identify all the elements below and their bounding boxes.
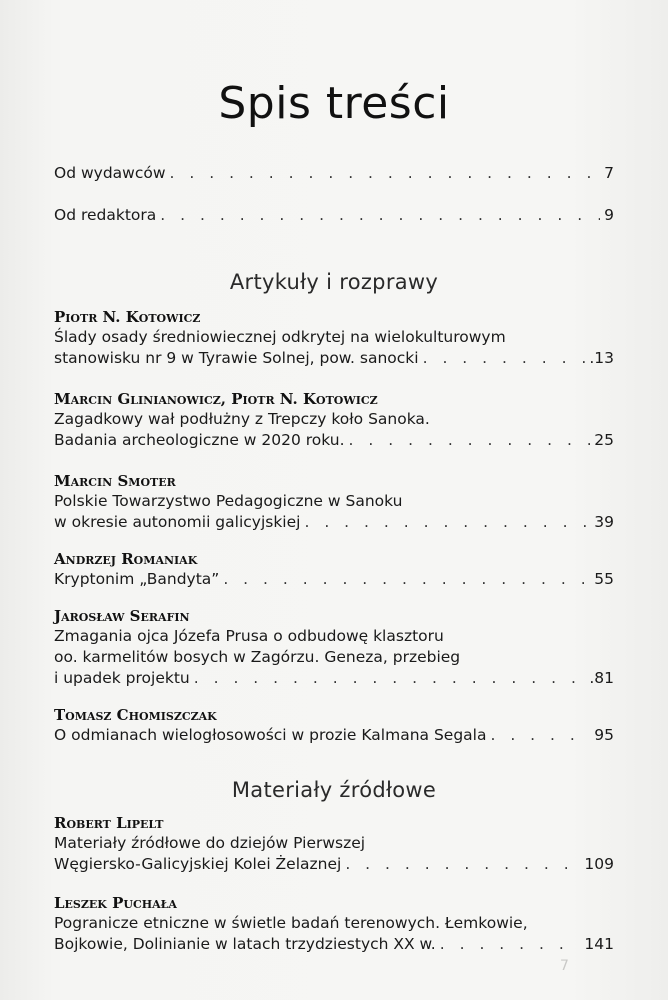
entry-title-line: Badania archeologiczne w 2020 roku. [54,431,345,449]
toc-entry[interactable] [54,606,614,689]
page-ref: .81 [589,669,614,687]
page-title: Spis treści [218,78,450,129]
toc-entry[interactable] [54,549,614,590]
page-ref: 9 [604,206,614,224]
toc-entry-od-wydawcow[interactable] [54,163,614,184]
dot-leader [223,569,590,590]
entry-title-line: Zagadkowy wał podłużny z Trepczy koło Sanoka. [54,410,430,428]
page-ref: 39 [594,513,614,531]
dot-leader [440,934,581,955]
page-ref: 109 [584,855,614,873]
entry-title-line: w okresie autonomii galicyjskiej [54,513,301,531]
section-heading-artykuly: Artykuły i rozprawy [229,270,439,294]
entry-title-line: Kryptonim „Bandyta” [54,570,220,588]
toc-entry[interactable] [54,389,614,451]
entry-author: Leszek Puchała [54,894,177,912]
page-ref: 25 [594,431,614,449]
entry-title-line: Ślady osady średniowiecznej odkrytej na wielokulturowym [54,328,506,346]
dot-leader [349,430,591,451]
toc-entry-od-redaktora[interactable] [54,205,614,226]
entry-title-line: Materiały źródłowe do dziejów Pierwszej [54,834,366,852]
page-number: 7 [560,958,569,974]
entry-title-line: O odmianach wielogłosowości w prozie Kalmana Segala [54,726,487,744]
entry-author: Andrzej Romaniak [54,550,198,568]
toc-entry[interactable] [54,813,614,875]
entry-title-line: oo. karmelitów bosych w Zagórzu. Geneza, przebieg [54,648,461,666]
entry-title-line: Bojkowie, Dolinianie w latach trzydziestych XX w. [54,935,436,953]
entry-author: Piotr N. Kotowicz [54,308,201,326]
entry-author: Robert Lipelt [54,814,164,832]
entry-title-line: Węgiersko-Galicyjskiej Kolei Żelaznej [54,855,342,873]
entry-title: Od wydawców [54,164,166,182]
entry-title-line: Polskie Towarzystwo Pedagogiczne w Sanoku [54,492,403,510]
entry-title-line: i upadek projektu [54,669,190,687]
dot-leader [170,163,601,184]
toc-entry[interactable] [54,471,614,533]
entry-author: Jarosław Serafin [54,607,190,625]
page-ref: 95 [594,726,614,744]
entry-title-line: Pogranicze etniczne w świetle badań terenowych. Łemkowie, [54,914,528,932]
entry-author: Tomasz Chomiszczak [54,706,217,724]
page-ref: 7 [604,164,614,182]
page-ref: .13 [589,349,614,367]
toc-entry[interactable] [54,893,614,955]
dot-leader [304,512,590,533]
page-ref: 141 [584,935,614,953]
dot-leader [345,854,580,875]
entry-title: Od redaktora [54,206,157,224]
entry-author: Marcin Smoter [54,472,176,490]
page-ref: 55 [594,570,614,588]
toc-entry[interactable] [54,307,614,369]
section-heading-materialy: Materiały źródłowe [231,778,437,802]
dot-leader [160,205,600,226]
dot-leader [490,725,590,746]
entry-title-line: Zmagania ojca Józefa Prusa o odbudowę klasztoru [54,627,444,645]
dot-leader [423,348,586,369]
toc-entry[interactable] [54,705,614,746]
entry-title-line: stanowisku nr 9 w Tyrawie Solnej, pow. sanocki [54,349,419,367]
dot-leader [194,668,586,689]
entry-author: Marcin Glinianowicz, Piotr N. Kotowicz [54,390,378,408]
